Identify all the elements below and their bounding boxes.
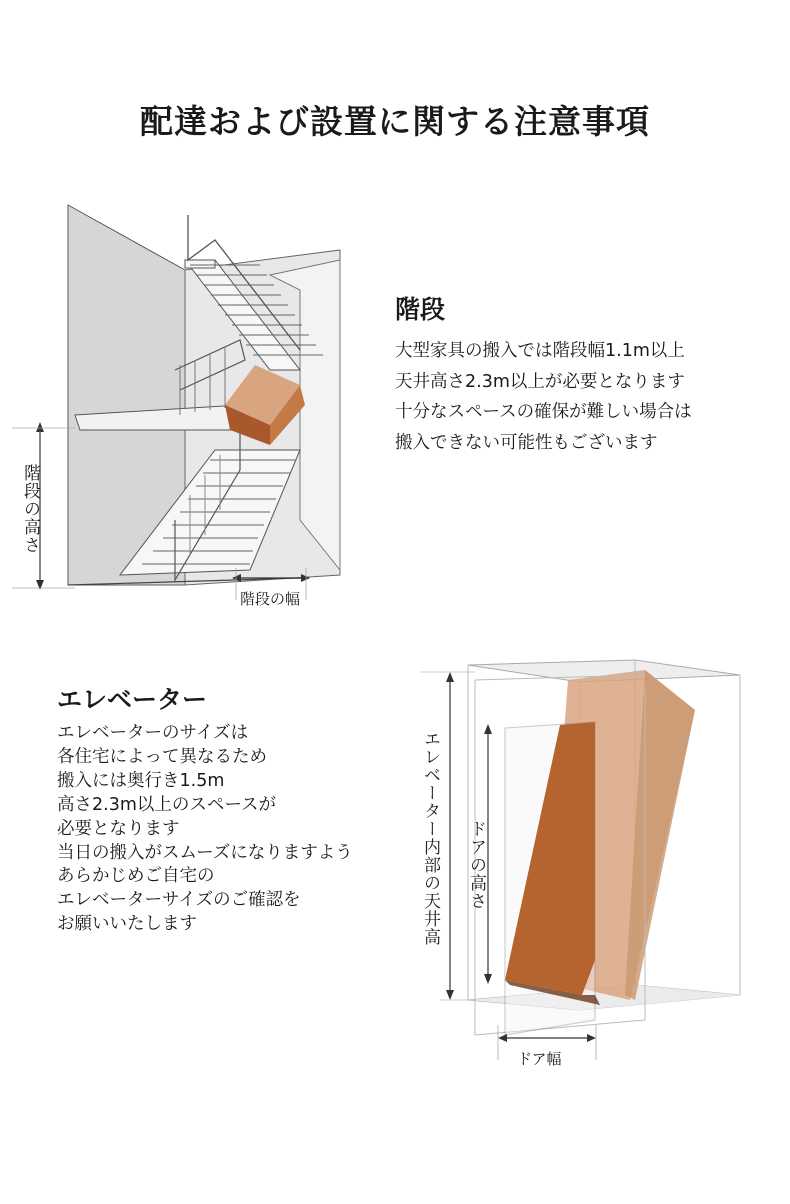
stairs-width-label: 階段の幅 [240, 590, 301, 608]
page-title: 配達および設置に関する注意事項 [140, 102, 650, 141]
elevator-line: エレベーターサイズのご確認を [57, 890, 301, 911]
stairs-text [395, 336, 692, 458]
stairs-line: 大型家具の搬入では階段幅1.1m以上 [395, 341, 685, 361]
elevator-heading: エレベーター [57, 685, 208, 714]
stairs-heading: 階段 [395, 295, 446, 324]
elevator-line: 高さ2.3m以上のスペースが [57, 794, 277, 815]
elevator-line: お願いいたします [57, 914, 197, 935]
stairs-line: 十分なスペースの確保が難しい場合は [395, 402, 692, 422]
elevator-line: あらかじめご自宅の [57, 866, 215, 887]
stairs-line: 天井高さ2.3m以上が必要となります [395, 371, 685, 392]
elevator-line: エレベーターのサイズは [57, 723, 249, 743]
elevator-line: 必要となります [57, 818, 180, 839]
elevator-ceiling-label: エレベーター内部の天井高 [420, 730, 440, 946]
elevator-text [57, 722, 353, 937]
stairs-height-label: 階段の高さ [20, 464, 40, 554]
door-height-label: ドアの高さ [466, 820, 486, 910]
elevator-illustration [400, 640, 760, 1080]
stairs-line: 搬入できない可能性もございます [395, 432, 658, 453]
door-width-label: ドア幅 [517, 1050, 562, 1068]
elevator-line: 搬入には奥行き1.5m [57, 770, 225, 791]
elevator-line: 当日の搬入がスムーズになりますよう [57, 842, 353, 863]
elevator-line: 各住宅によって異なるため [57, 746, 267, 767]
staircase-illustration [0, 190, 360, 620]
